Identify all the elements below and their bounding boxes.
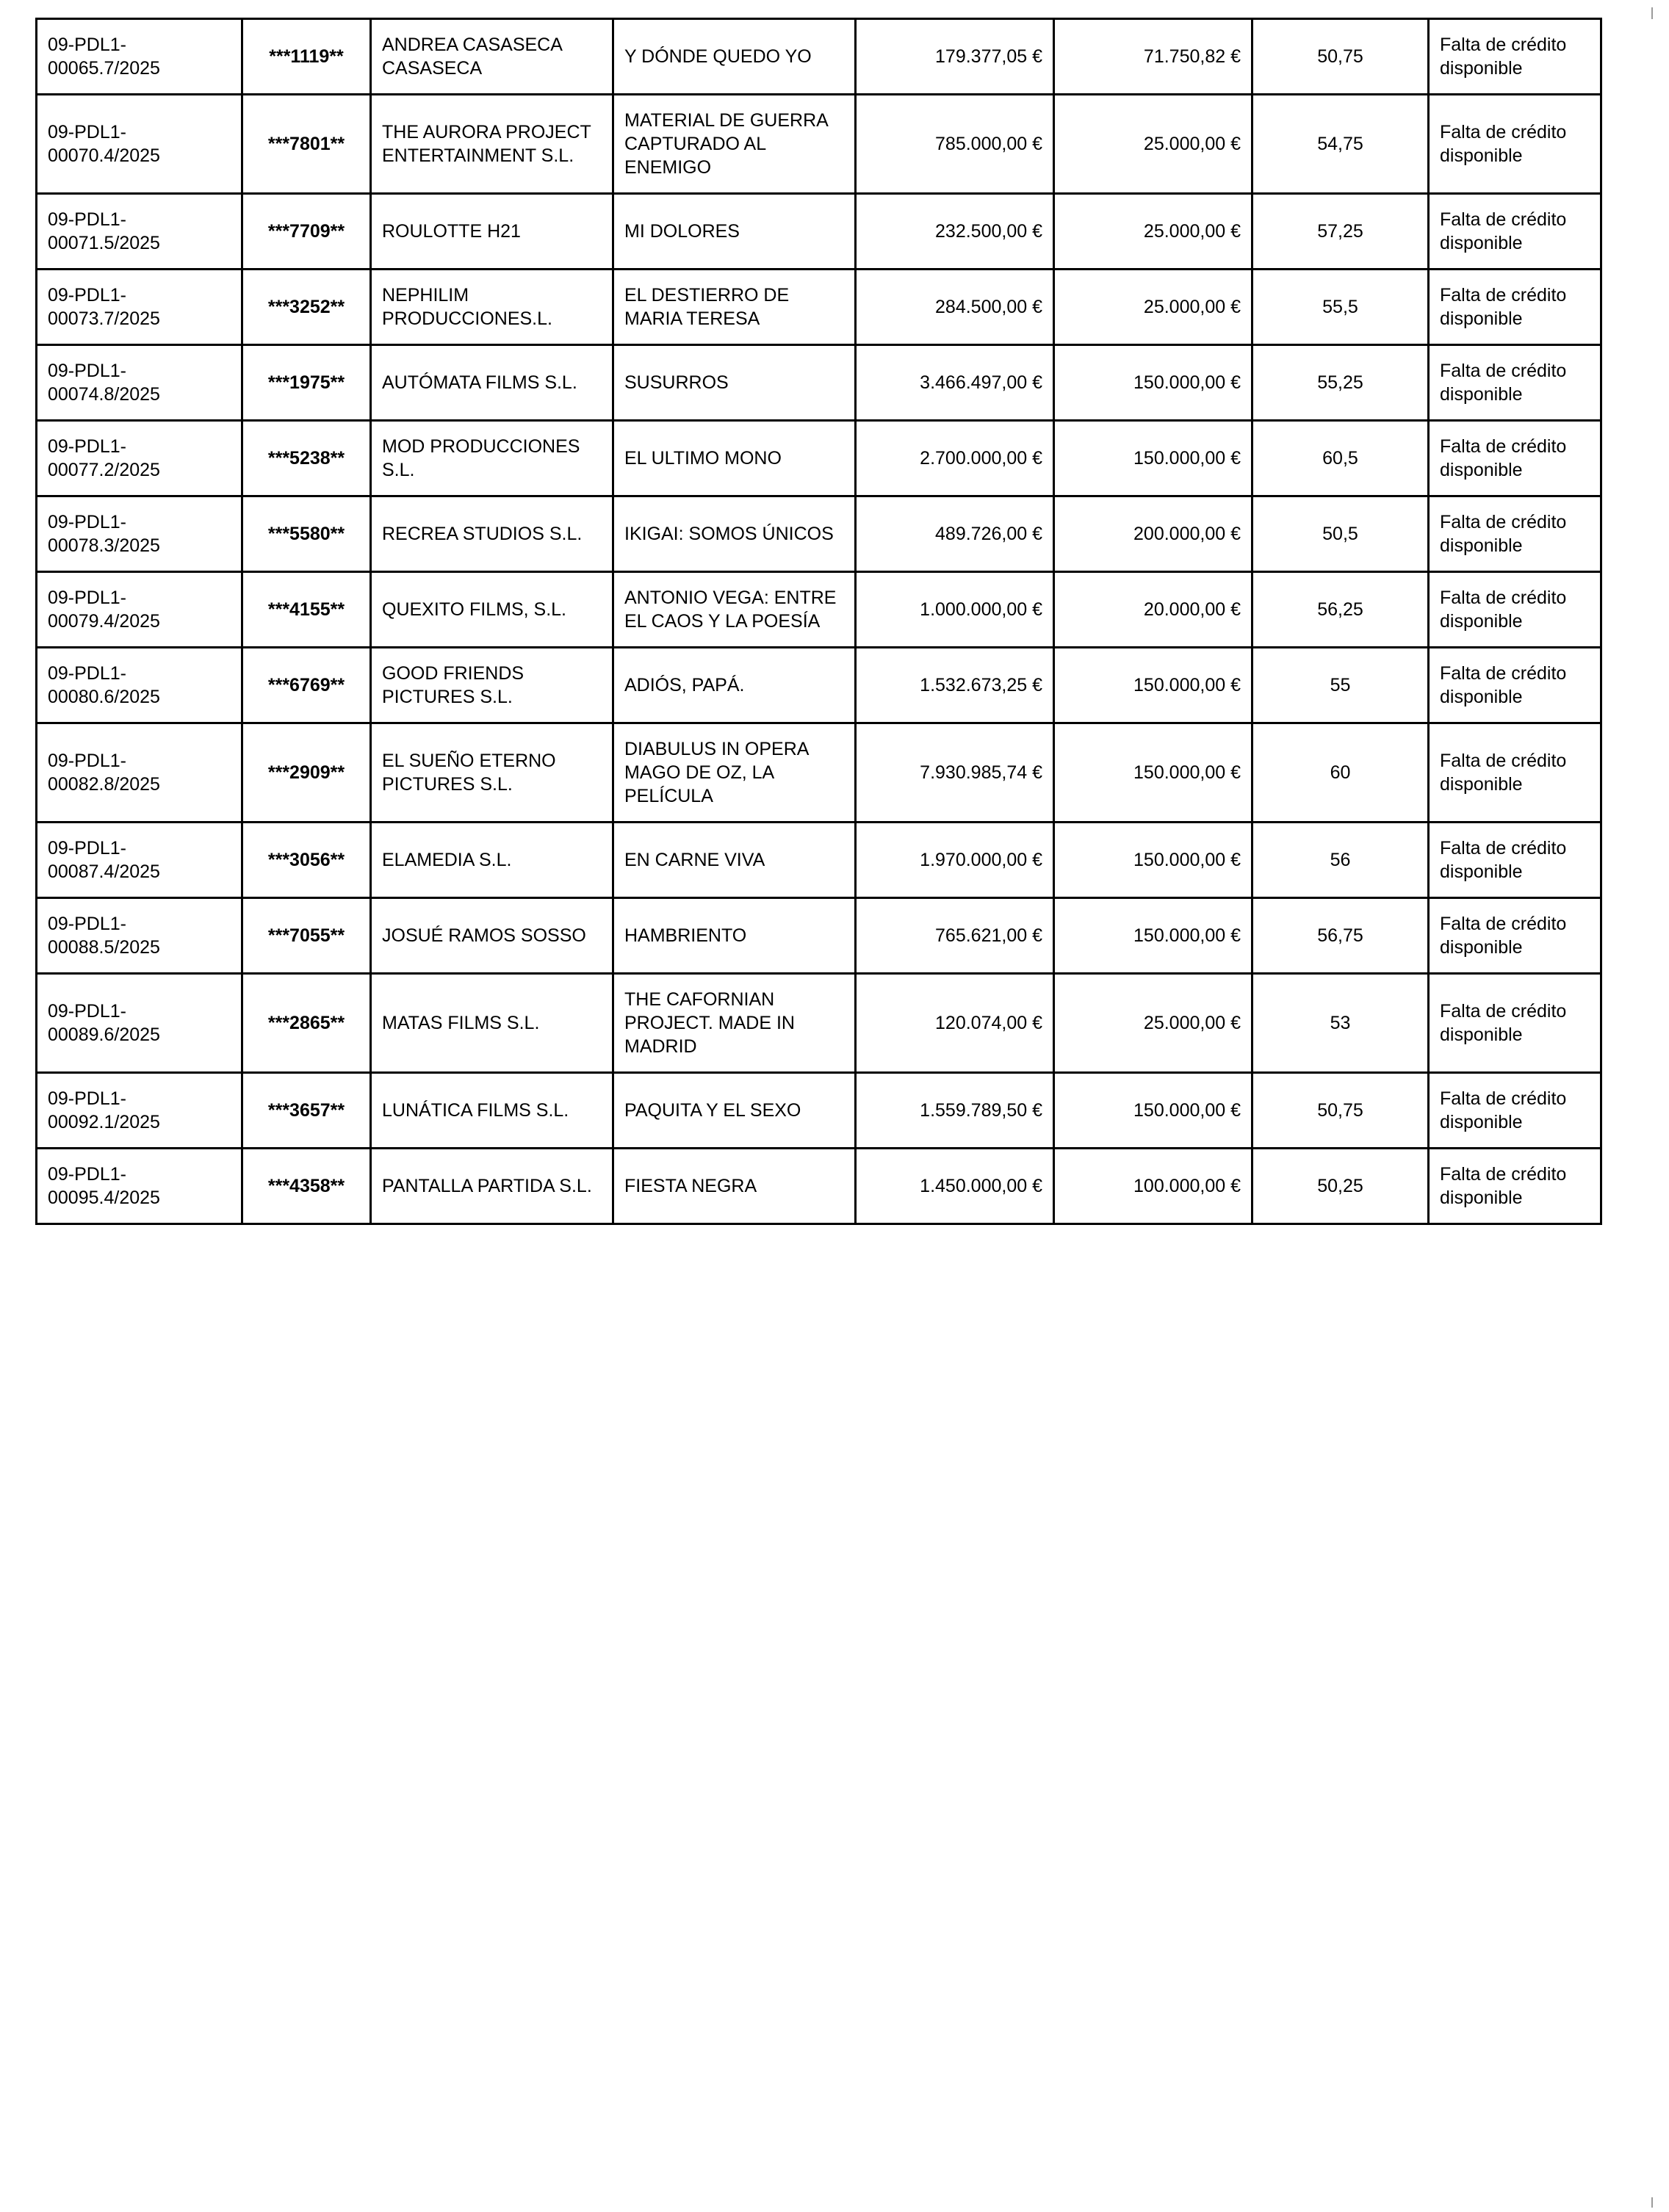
cell-entidad: MATAS FILMS S.L. bbox=[371, 974, 613, 1073]
table-row bbox=[37, 823, 1601, 898]
cell-ayuda: 150.000,00 € bbox=[1054, 345, 1252, 421]
cell-presupuesto: 179.377,05 € bbox=[856, 19, 1054, 95]
cell-titulo: EL ULTIMO MONO bbox=[613, 421, 856, 496]
cell-entidad: GOOD FRIENDS PICTURES S.L. bbox=[371, 648, 613, 723]
cell-ayuda: 150.000,00 € bbox=[1054, 1073, 1252, 1149]
cell-ayuda: 150.000,00 € bbox=[1054, 421, 1252, 496]
cell-nif: ***3657** bbox=[242, 1073, 371, 1149]
cell-ayuda: 150.000,00 € bbox=[1054, 648, 1252, 723]
cell-entidad: ELAMEDIA S.L. bbox=[371, 823, 613, 898]
cell-puntuacion: 55,5 bbox=[1252, 270, 1429, 345]
cell-nif: ***7709** bbox=[242, 194, 371, 270]
cell-motivo: Falta de crédito disponible bbox=[1429, 723, 1601, 823]
cell-motivo: Falta de crédito disponible bbox=[1429, 1149, 1601, 1224]
cell-expediente: 09-PDL1-00079.4/2025 bbox=[37, 572, 242, 648]
cell-motivo: Falta de crédito disponible bbox=[1429, 1073, 1601, 1149]
cell-puntuacion: 54,75 bbox=[1252, 95, 1429, 194]
table-row bbox=[37, 421, 1601, 496]
cell-nif: ***7055** bbox=[242, 898, 371, 974]
cell-expediente: 09-PDL1-00080.6/2025 bbox=[37, 648, 242, 723]
cell-ayuda: 25.000,00 € bbox=[1054, 95, 1252, 194]
cell-expediente: 09-PDL1-00082.8/2025 bbox=[37, 723, 242, 823]
cell-expediente: 09-PDL1-00088.5/2025 bbox=[37, 898, 242, 974]
cell-nif: ***1119** bbox=[242, 19, 371, 95]
cell-puntuacion: 60 bbox=[1252, 723, 1429, 823]
cell-puntuacion: 60,5 bbox=[1252, 421, 1429, 496]
cell-expediente: 09-PDL1-00087.4/2025 bbox=[37, 823, 242, 898]
cell-expediente: 09-PDL1-00092.1/2025 bbox=[37, 1073, 242, 1149]
cell-ayuda: 25.000,00 € bbox=[1054, 974, 1252, 1073]
cell-titulo: Y DÓNDE QUEDO YO bbox=[613, 19, 856, 95]
cell-entidad: MOD PRODUCCIONES S.L. bbox=[371, 421, 613, 496]
cell-titulo: THE CAFORNIAN PROJECT. MADE IN MADRID bbox=[613, 974, 856, 1073]
cell-puntuacion: 56,75 bbox=[1252, 898, 1429, 974]
cell-motivo: Falta de crédito disponible bbox=[1429, 345, 1601, 421]
table-row bbox=[37, 723, 1601, 823]
cell-motivo: Falta de crédito disponible bbox=[1429, 194, 1601, 270]
table-row bbox=[37, 270, 1601, 345]
cell-puntuacion: 56,25 bbox=[1252, 572, 1429, 648]
cell-ayuda: 71.750,82 € bbox=[1054, 19, 1252, 95]
cell-nif: ***5238** bbox=[242, 421, 371, 496]
cell-expediente: 09-PDL1-00070.4/2025 bbox=[37, 95, 242, 194]
table-row bbox=[37, 19, 1601, 95]
cell-puntuacion: 56 bbox=[1252, 823, 1429, 898]
cell-puntuacion: 50,75 bbox=[1252, 1073, 1429, 1149]
cell-titulo: EL DESTIERRO DE MARIA TERESA bbox=[613, 270, 856, 345]
cell-entidad: PANTALLA PARTIDA S.L. bbox=[371, 1149, 613, 1224]
table-row bbox=[37, 648, 1601, 723]
cell-puntuacion: 57,25 bbox=[1252, 194, 1429, 270]
cell-presupuesto: 2.700.000,00 € bbox=[856, 421, 1054, 496]
cell-motivo: Falta de crédito disponible bbox=[1429, 898, 1601, 974]
cell-ayuda: 150.000,00 € bbox=[1054, 898, 1252, 974]
cell-presupuesto: 7.930.985,74 € bbox=[856, 723, 1054, 823]
cell-motivo: Falta de crédito disponible bbox=[1429, 648, 1601, 723]
cell-titulo: PAQUITA Y EL SEXO bbox=[613, 1073, 856, 1149]
cell-entidad: ANDREA CASASECA CASASECA bbox=[371, 19, 613, 95]
table-row bbox=[37, 345, 1601, 421]
cell-ayuda: 25.000,00 € bbox=[1054, 194, 1252, 270]
cell-presupuesto: 1.559.789,50 € bbox=[856, 1073, 1054, 1149]
cell-titulo: MI DOLORES bbox=[613, 194, 856, 270]
cell-entidad: AUTÓMATA FILMS S.L. bbox=[371, 345, 613, 421]
cell-titulo: SUSURROS bbox=[613, 345, 856, 421]
cell-entidad: THE AURORA PROJECT ENTERTAINMENT S.L. bbox=[371, 95, 613, 194]
cell-motivo: Falta de crédito disponible bbox=[1429, 95, 1601, 194]
table-row bbox=[37, 1149, 1601, 1224]
cell-nif: ***2865** bbox=[242, 974, 371, 1073]
cell-titulo: MATERIAL DE GUERRA CAPTURADO AL ENEMIGO bbox=[613, 95, 856, 194]
cell-presupuesto: 232.500,00 € bbox=[856, 194, 1054, 270]
table-row bbox=[37, 1073, 1601, 1149]
cell-ayuda: 150.000,00 € bbox=[1054, 723, 1252, 823]
cell-presupuesto: 765.621,00 € bbox=[856, 898, 1054, 974]
cell-titulo: EN CARNE VIVA bbox=[613, 823, 856, 898]
cell-puntuacion: 55 bbox=[1252, 648, 1429, 723]
cell-motivo: Falta de crédito disponible bbox=[1429, 823, 1601, 898]
cell-motivo: Falta de crédito disponible bbox=[1429, 572, 1601, 648]
cell-expediente: 09-PDL1-00095.4/2025 bbox=[37, 1149, 242, 1224]
cell-expediente: 09-PDL1-00089.6/2025 bbox=[37, 974, 242, 1073]
table-row bbox=[37, 572, 1601, 648]
cell-puntuacion: 50,25 bbox=[1252, 1149, 1429, 1224]
cell-entidad: RECREA STUDIOS S.L. bbox=[371, 496, 613, 572]
cell-nif: ***4358** bbox=[242, 1149, 371, 1224]
cell-titulo: DIABULUS IN OPERA MAGO DE OZ, LA PELÍCULA bbox=[613, 723, 856, 823]
cell-entidad: JOSUÉ RAMOS SOSSO bbox=[371, 898, 613, 974]
page-mark-tick bbox=[1651, 2197, 1653, 2208]
cell-presupuesto: 284.500,00 € bbox=[856, 270, 1054, 345]
cell-nif: ***6769** bbox=[242, 648, 371, 723]
cell-expediente: 09-PDL1-00065.7/2025 bbox=[37, 19, 242, 95]
page-edge-mark-top bbox=[1634, 4, 1653, 26]
cell-presupuesto: 120.074,00 € bbox=[856, 974, 1054, 1073]
cell-presupuesto: 1.532.673,25 € bbox=[856, 648, 1054, 723]
cell-entidad: QUEXITO FILMS, S.L. bbox=[371, 572, 613, 648]
cell-expediente: 09-PDL1-00077.2/2025 bbox=[37, 421, 242, 496]
table-row bbox=[37, 194, 1601, 270]
cell-motivo: Falta de crédito disponible bbox=[1429, 974, 1601, 1073]
table-row bbox=[37, 496, 1601, 572]
cell-ayuda: 100.000,00 € bbox=[1054, 1149, 1252, 1224]
cell-ayuda: 25.000,00 € bbox=[1054, 270, 1252, 345]
cell-motivo: Falta de crédito disponible bbox=[1429, 270, 1601, 345]
cell-nif: ***7801** bbox=[242, 95, 371, 194]
cell-titulo: HAMBRIENTO bbox=[613, 898, 856, 974]
cell-ayuda: 20.000,00 € bbox=[1054, 572, 1252, 648]
cell-titulo: IKIGAI: SOMOS ÚNICOS bbox=[613, 496, 856, 572]
cell-expediente: 09-PDL1-00071.5/2025 bbox=[37, 194, 242, 270]
cell-entidad: LUNÁTICA FILMS S.L. bbox=[371, 1073, 613, 1149]
cell-puntuacion: 53 bbox=[1252, 974, 1429, 1073]
cell-titulo: FIESTA NEGRA bbox=[613, 1149, 856, 1224]
cell-presupuesto: 1.970.000,00 € bbox=[856, 823, 1054, 898]
cell-nif: ***5580** bbox=[242, 496, 371, 572]
cell-puntuacion: 50,5 bbox=[1252, 496, 1429, 572]
cell-nif: ***1975** bbox=[242, 345, 371, 421]
cell-entidad: NEPHILIM PRODUCCIONES.L. bbox=[371, 270, 613, 345]
cell-puntuacion: 55,25 bbox=[1252, 345, 1429, 421]
cell-expediente: 09-PDL1-00074.8/2025 bbox=[37, 345, 242, 421]
cell-presupuesto: 1.450.000,00 € bbox=[856, 1149, 1054, 1224]
cell-presupuesto: 489.726,00 € bbox=[856, 496, 1054, 572]
cell-nif: ***2909** bbox=[242, 723, 371, 823]
cell-expediente: 09-PDL1-00073.7/2025 bbox=[37, 270, 242, 345]
applications-table-body bbox=[37, 19, 1601, 1224]
cell-nif: ***4155** bbox=[242, 572, 371, 648]
cell-presupuesto: 3.466.497,00 € bbox=[856, 345, 1054, 421]
cell-motivo: Falta de crédito disponible bbox=[1429, 421, 1601, 496]
cell-titulo: ANTONIO VEGA: ENTRE EL CAOS Y LA POESÍA bbox=[613, 572, 856, 648]
cell-entidad: ROULOTTE H21 bbox=[371, 194, 613, 270]
page-edge-mark-bottom bbox=[1638, 2193, 1653, 2208]
cell-titulo: ADIÓS, PAPÁ. bbox=[613, 648, 856, 723]
cell-nif: ***3252** bbox=[242, 270, 371, 345]
page-mark-tick bbox=[1651, 7, 1653, 19]
table-row bbox=[37, 95, 1601, 194]
cell-ayuda: 200.000,00 € bbox=[1054, 496, 1252, 572]
applications-table bbox=[35, 18, 1602, 1225]
cell-ayuda: 150.000,00 € bbox=[1054, 823, 1252, 898]
cell-motivo: Falta de crédito disponible bbox=[1429, 19, 1601, 95]
cell-nif: ***3056** bbox=[242, 823, 371, 898]
cell-expediente: 09-PDL1-00078.3/2025 bbox=[37, 496, 242, 572]
cell-puntuacion: 50,75 bbox=[1252, 19, 1429, 95]
cell-motivo: Falta de crédito disponible bbox=[1429, 496, 1601, 572]
cell-presupuesto: 785.000,00 € bbox=[856, 95, 1054, 194]
cell-entidad: EL SUEÑO ETERNO PICTURES S.L. bbox=[371, 723, 613, 823]
cell-presupuesto: 1.000.000,00 € bbox=[856, 572, 1054, 648]
table-row bbox=[37, 974, 1601, 1073]
table-row bbox=[37, 898, 1601, 974]
